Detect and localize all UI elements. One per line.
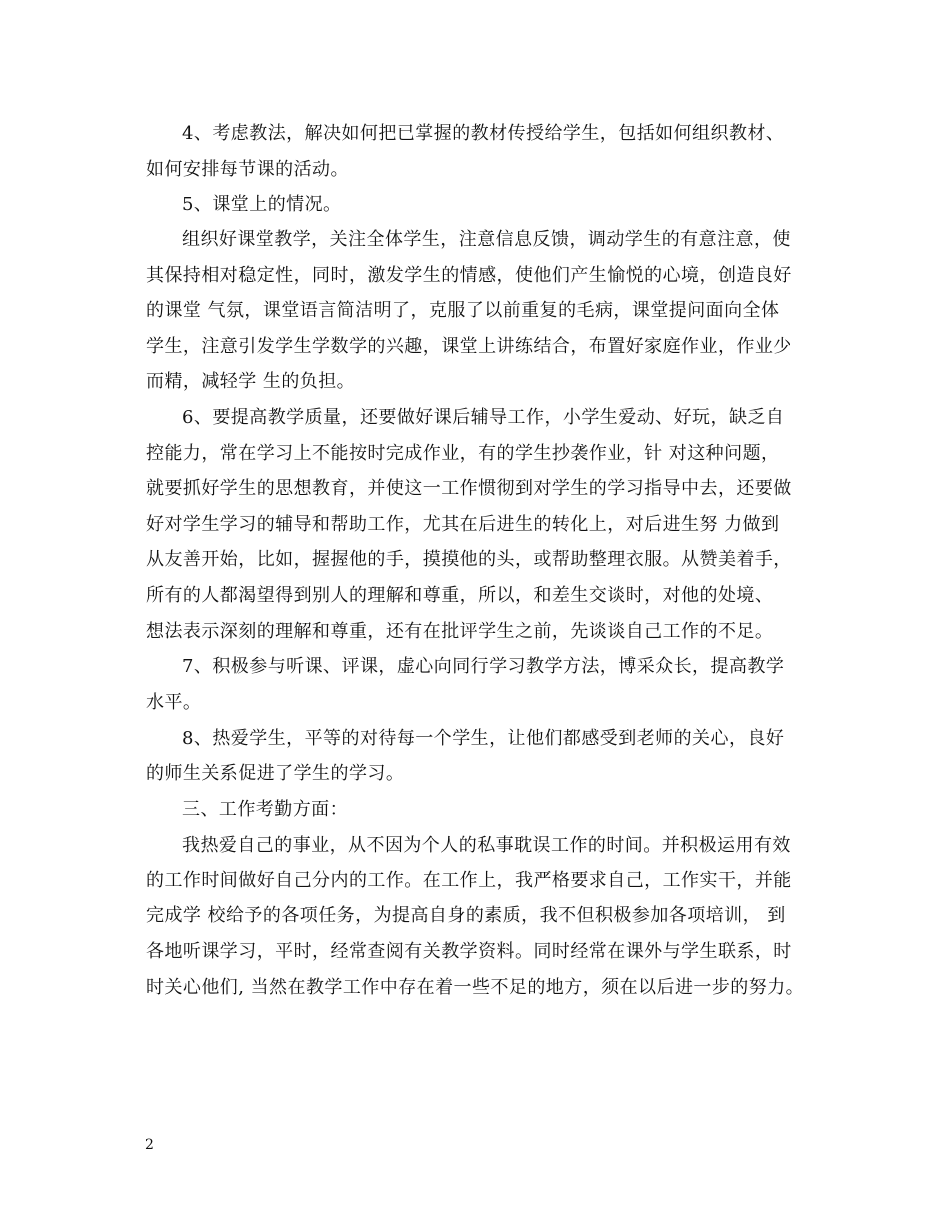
text-line: 6、要提高教学质量，还要做好课后辅导工作，小学生爱动、好玩，缺乏自: [182, 407, 785, 428]
text-line: 水平。: [146, 692, 202, 713]
text-line: 5、课堂上的情况。: [182, 194, 342, 215]
text-line: 的工作时间做好自己分内的工作。在工作上，我严格要求自己，工作实干，并能: [146, 870, 792, 891]
text-line: 就要抓好学生的思想教育，并使这一工作惯彻到对学生的学习指导中去，还要做: [146, 478, 792, 499]
text-line: 学生，注意引发学生学数学的兴趣，课堂上讲练结合，布置好家庭作业，作业少: [146, 336, 792, 357]
text-line: 我热爱自己的事业，从不因为个人的私事耽误工作的时间。并积极运用有效: [182, 835, 791, 856]
text-line: 时关心他们, 当然在教学工作中存在着一些不足的地方，须在以后进一步的努力。: [146, 977, 805, 998]
text-line: 所有的人都渴望得到别人的理解和尊重，所以，和差生交谈时，对他的处境、: [146, 585, 774, 606]
text-line: 各地听课学习，平时，经常查阅有关教学资料。同时经常在课外与学生联系，时: [146, 941, 792, 962]
text-line: 7、积极参与听课、评课，虚心向同行学习教学方法，博采众长，提高教学: [182, 656, 785, 677]
text-line: 8、热爱学生，平等的对待每一个学生，让他们都感受到老师的关心，良好: [182, 728, 785, 749]
text-line: 控能力，常在学习上不能按时完成作业，有的学生抄袭作业，针 对这种问题，: [146, 443, 780, 464]
text-line: 好对学生学习的辅导和帮助工作，尤其在后进生的转化上，对后进生努 力做到: [146, 514, 780, 535]
text-line: 从友善开始，比如，握握他的手，摸摸他的头，或帮助整理衣服。从赞美着手，: [146, 549, 792, 570]
text-line: 而精，减轻学 生的负担。: [146, 371, 356, 392]
text-line: 的课堂 气氛，课堂语言简洁明了，克服了以前重复的毛病，课堂提问面向全体: [146, 300, 780, 321]
text-line: 的师生关系促进了学生的学习。: [146, 763, 405, 784]
text-line: 其保持相对稳定性，同时，激发学生的情感，使他们产生愉悦的心境，创造良好: [146, 265, 792, 286]
text-line: 如何安排每节课的活动。: [146, 159, 349, 180]
text-line: 想法表示深刻的理解和尊重，还有在批评学生之前，先谈谈自己工作的不足。: [146, 621, 774, 642]
text-line: 组织好课堂教学，关注全体学生，注意信息反馈，调动学生的有意注意，使: [182, 229, 791, 250]
text-line: 4、考虑教法，解决如何把已掌握的教材传授给学生，包括如何组织教材、: [182, 123, 785, 144]
section-heading: 三、工作考勤方面：: [182, 799, 349, 820]
page-number: 2: [145, 1137, 154, 1153]
text-line: 完成学 校给予的各项任务，为提高自身的素质，我不但积极参加各项培训， 到: [146, 905, 786, 926]
